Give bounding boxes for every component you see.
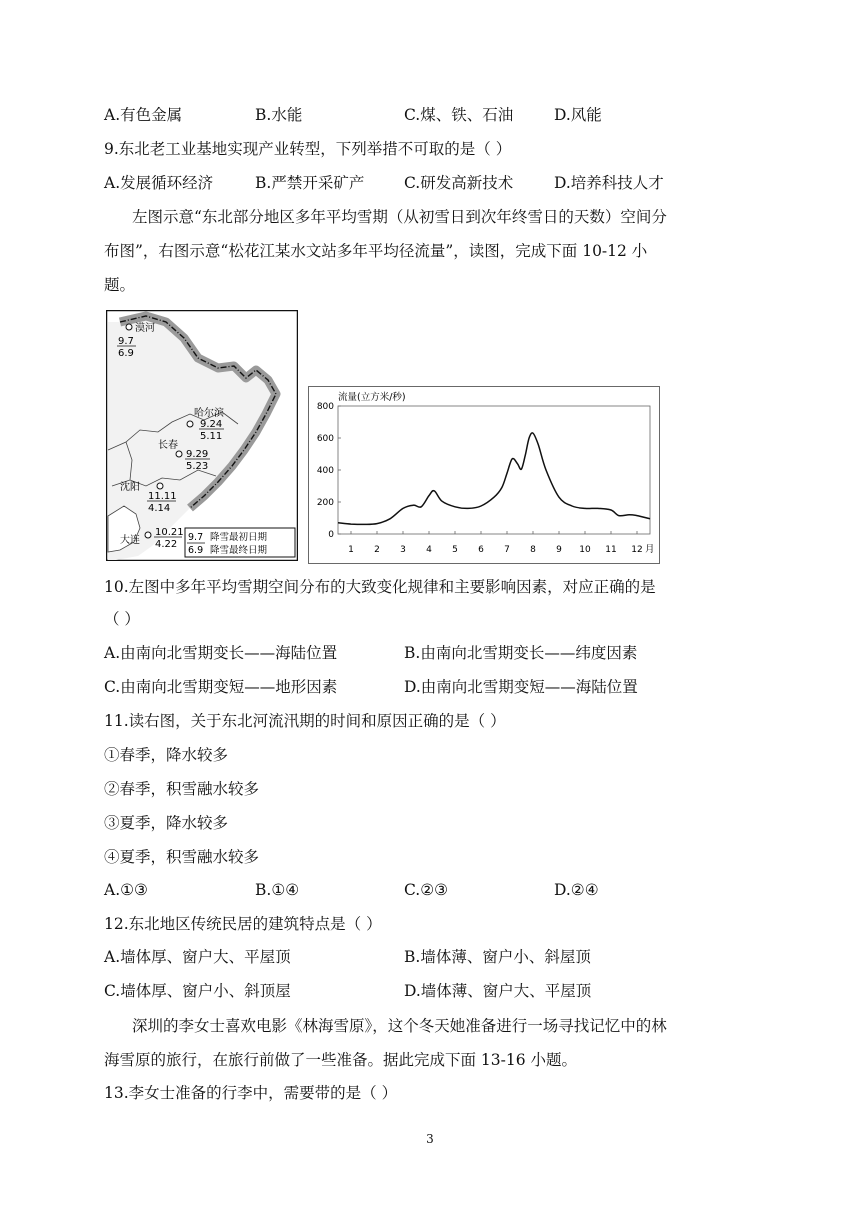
legend-first-label: 降雪最初日期 (210, 532, 268, 543)
x-tick-label: 10 (579, 545, 591, 555)
x-tick-label: 4 (426, 545, 432, 555)
q11-option-d: D.②④ (554, 881, 599, 899)
q8-option-a: A.有色金属 (104, 106, 183, 124)
city-name-shenyang: 沈阳 (120, 482, 140, 493)
city-first-dalian: 10.21 (155, 527, 184, 538)
snow-period-map (106, 310, 298, 561)
q10-option-a: A.由南向北雪期变长——海陆位置 (104, 644, 338, 662)
x-tick-label: 6 (478, 545, 484, 555)
y-tick-label: 400 (316, 466, 334, 476)
q9-option-c: C.研发高新技术 (404, 174, 514, 192)
q10-option-c: C.由南向北雪期变短——地形因素 (104, 678, 338, 696)
q12-option-c: C.墙体厚、窗户小、斜顶屋 (104, 982, 291, 1000)
city-first-changchun: 9.29 (186, 449, 209, 460)
y-tick-label: 800 (316, 402, 334, 412)
q13-stem: 13.李女士准备的行李中，需要带的是（ ） (104, 1084, 398, 1102)
q9-stem: 9.东北老工业基地实现产业转型，下列举措不可取的是（ ） (104, 140, 512, 158)
city-first-shenyang: 11.11 (148, 491, 177, 502)
x-tick-label: 8 (530, 545, 536, 555)
q11-item-3: ③夏季，降水较多 (104, 814, 229, 832)
city-last-harbin: 5.11 (200, 431, 223, 442)
y-tick-label: 0 (328, 530, 334, 540)
q9-option-a: A.发展循环经济 (104, 174, 214, 192)
chart-xlabel: 月 (645, 544, 655, 555)
x-tick-label: 3 (400, 545, 406, 555)
intro-10-12-line-3: 题。 (104, 276, 136, 294)
x-tick-label: 9 (556, 545, 562, 555)
chart-ylabel: 流量(立方米/秒) (338, 392, 406, 403)
city-name-dalian: 大连 (120, 535, 140, 546)
q11-stem: 11.读右图，关于东北河流汛期的时间和原因正确的是（ ） (104, 712, 506, 730)
y-tick-label: 600 (316, 434, 334, 444)
x-tick-label: 2 (374, 545, 380, 555)
x-tick-label: 12 (631, 545, 643, 555)
city-last-shenyang: 4.14 (148, 503, 171, 514)
intro-13-16-line-2: 海雪原的旅行，在旅行前做了一些准备。据此完成下面 13-16 小题。 (104, 1051, 578, 1069)
city-first-harbin: 9.24 (200, 419, 223, 430)
x-tick-label: 5 (452, 545, 458, 555)
q8-option-d: D.风能 (554, 106, 602, 124)
runoff-chart (308, 386, 660, 564)
q12-option-a: A.墙体厚、窗户大、平屋顶 (104, 948, 291, 966)
y-tick-label: 200 (316, 498, 334, 508)
q10-option-b: B.由南向北雪期变长——纬度因素 (404, 644, 638, 662)
city-first-mohe: 9.7 (118, 336, 134, 347)
intro-10-12-line-2: 布图”，右图示意“松花江某水文站多年平均径流量”，读图，完成下面 10-12 小 (104, 242, 648, 260)
x-tick-label: 7 (504, 545, 510, 555)
legend-last-value: 6.9 (188, 545, 204, 556)
q12-option-d: D.墙体薄、窗户大、平屋顶 (404, 982, 592, 1000)
q9-option-d: D.培养科技人才 (554, 174, 664, 192)
intro-10-12-line-1: 左图示意“东北部分地区多年平均雪期（从初雪日到次年终雪日的天数）空间分 (132, 208, 667, 226)
city-name-mohe: 漠河 (135, 323, 155, 334)
q8-option-c: C.煤、铁、石油 (404, 106, 514, 124)
q11-option-c: C.②③ (404, 881, 449, 899)
q11-option-b: B.①④ (255, 881, 300, 899)
q10-option-d: D.由南向北雪期变短——海陆位置 (404, 678, 638, 696)
city-last-changchun: 5.23 (186, 461, 209, 472)
legend-last-label: 降雪最终日期 (210, 545, 268, 556)
x-tick-label: 1 (348, 545, 354, 555)
q11-item-1: ①春季，降水较多 (104, 746, 229, 764)
city-last-mohe: 6.9 (118, 348, 134, 359)
legend-first-value: 9.7 (188, 532, 204, 543)
city-name-harbin: 哈尔滨 (194, 408, 224, 419)
q12-stem: 12.东北地区传统民居的建筑特点是（ ） (104, 915, 382, 933)
q11-option-a: A.①③ (104, 881, 148, 899)
x-tick-label: 11 (605, 545, 617, 555)
q11-item-2: ②春季，积雪融水较多 (104, 780, 260, 798)
q12-option-b: B.墙体薄、窗户小、斜屋顶 (404, 948, 591, 966)
q10-stem-paren: （ ） (104, 610, 140, 628)
q8-option-b: B.水能 (255, 106, 303, 124)
page-number: 3 (426, 1132, 434, 1146)
intro-13-16-line-1: 深圳的李女士喜欢电影《林海雪原》，这个冬天她准备进行一场寻找记忆中的林 (132, 1017, 667, 1035)
city-last-dalian: 4.22 (155, 539, 178, 550)
q11-item-4: ④夏季，积雪融水较多 (104, 848, 260, 866)
city-name-changchun: 长春 (158, 440, 178, 451)
q10-stem: 10.左图中多年平均雪期空间分布的大致变化规律和主要影响因素，对应正确的是 (104, 578, 656, 596)
q9-option-b: B.严禁开采矿产 (255, 174, 365, 192)
